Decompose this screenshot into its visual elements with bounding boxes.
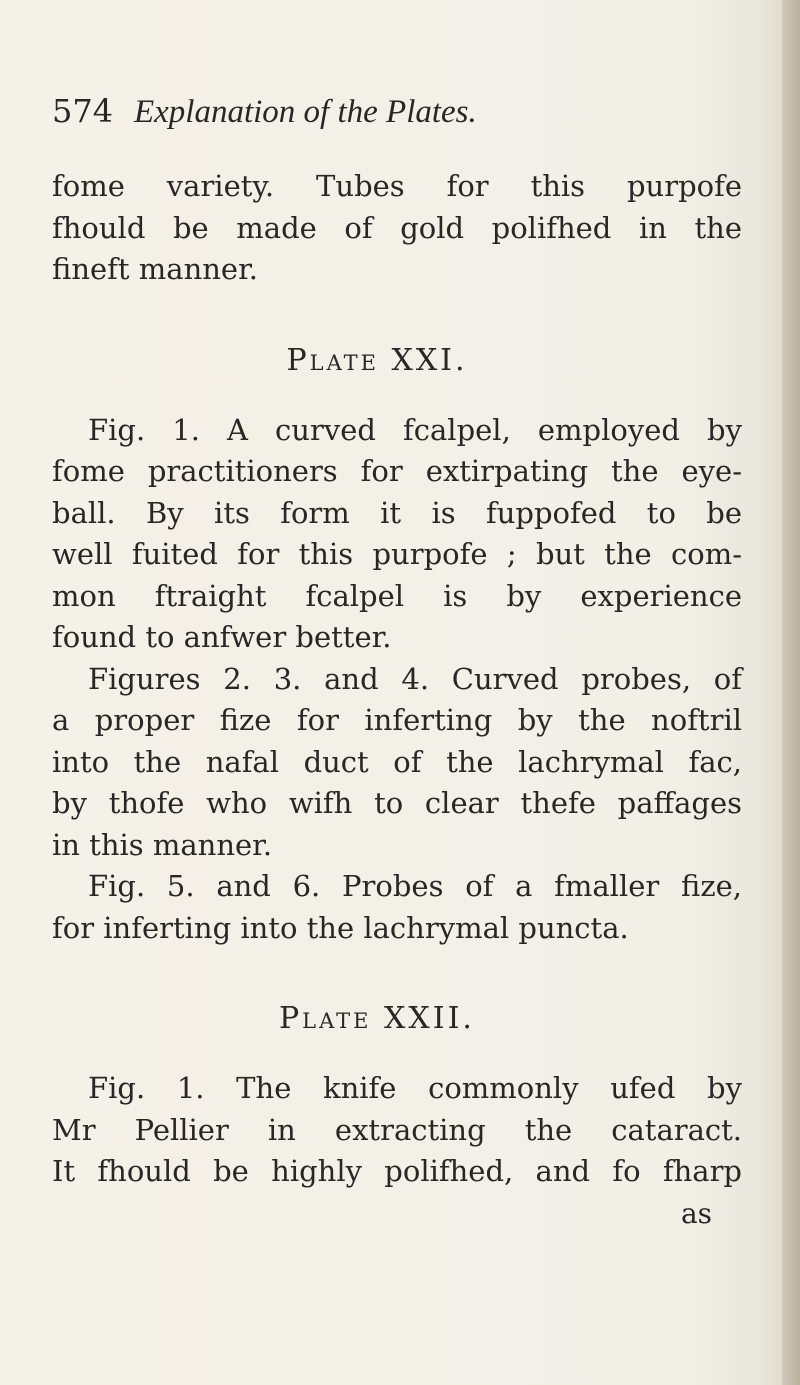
running-header bbox=[52, 92, 742, 144]
text-line: a proper fize for inferting by the noftril bbox=[52, 703, 742, 737]
text-line: by thofe who wifh to clear thefe paffages bbox=[52, 786, 742, 820]
text-line: Figures 2. 3. and 4. Curved probes, of bbox=[88, 661, 742, 696]
text-line: fhould be made of gold polifhed in the bbox=[52, 210, 742, 245]
text-line: Fig. 5. and 6. Probes of a fmaller fize, bbox=[88, 869, 742, 903]
text-line: fome variety. Tubes for this purpofe bbox=[52, 169, 742, 203]
text-line: fome practitioners for extirpating the eye- bbox=[52, 454, 742, 488]
plate-22-heading: Plate XXII. bbox=[279, 1001, 475, 1036]
text-line: Fig. 1. The knife commonly ufed by bbox=[88, 1071, 742, 1105]
plate-21-fig56-paragraph bbox=[52, 866, 742, 949]
text-block bbox=[52, 92, 742, 1234]
text-line: Fig. 1. A curved fcalpel, employed by bbox=[88, 412, 742, 447]
text-line: for inferting into the lachrymal puncta. bbox=[52, 910, 629, 945]
plate-21-heading: Plate XXI. bbox=[286, 342, 468, 378]
text-line: in this manner. bbox=[52, 827, 273, 862]
page-edge bbox=[782, 0, 800, 1385]
text-line: ball. By its form it is fuppofed to be bbox=[52, 495, 742, 530]
text-line: It fhould be highly polifhed, and fo fharp bbox=[52, 1154, 742, 1188]
intro-paragraph bbox=[52, 166, 742, 291]
text-line: fineft manner. bbox=[52, 252, 258, 286]
plate-21-fig234-paragraph bbox=[52, 659, 742, 867]
catchword: as bbox=[680, 1196, 712, 1230]
plate-22-fig1-paragraph bbox=[52, 1068, 742, 1193]
text-line: found to anfwer better. bbox=[52, 620, 392, 654]
page-number: 574 bbox=[52, 92, 114, 130]
text-line: mon ftraight fcalpel is by experience bbox=[52, 578, 742, 613]
running-title: Explanation of the Plates. bbox=[134, 94, 477, 130]
text-line: well fuited for this purpofe ; but the com- bbox=[52, 537, 742, 571]
text-line: into the nafal duct of the lachrymal fac, bbox=[52, 744, 742, 779]
text-line: Mr Pellier in extracting the cataract. bbox=[52, 1112, 742, 1147]
plate-21-fig1-paragraph bbox=[52, 410, 742, 659]
